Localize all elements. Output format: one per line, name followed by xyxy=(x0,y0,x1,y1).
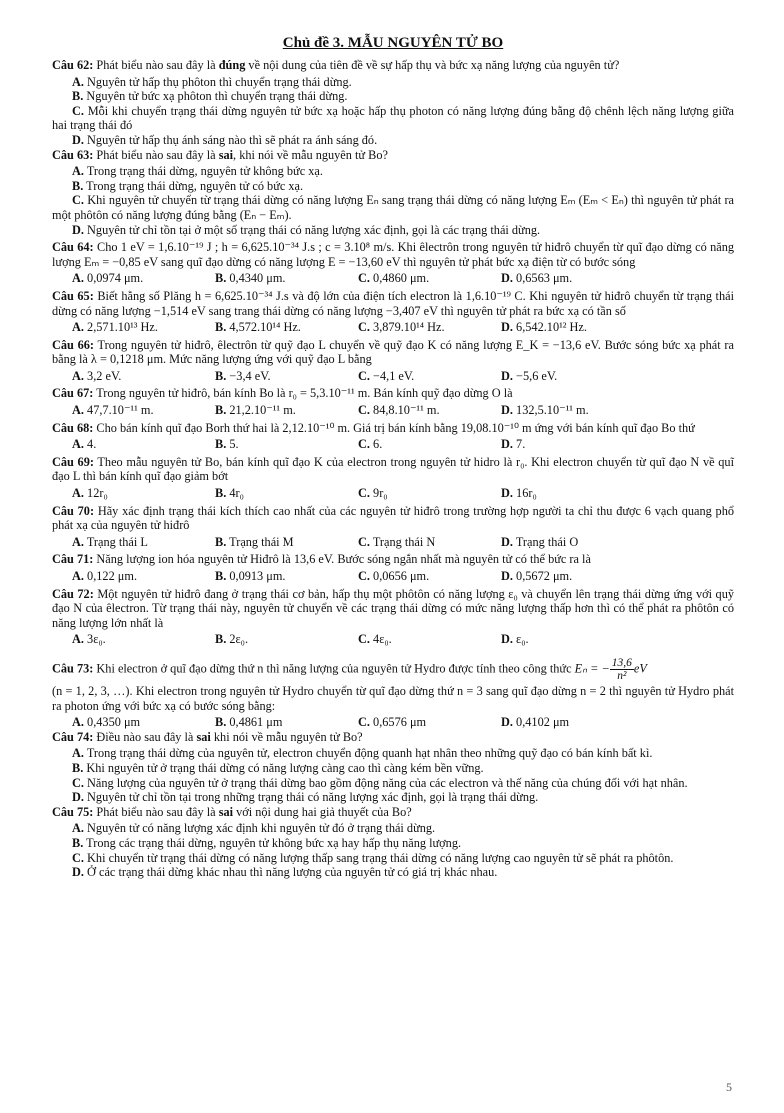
option-74-c: C. Năng lượng của nguyên tử ở trạng thái dừng bao gồm động năng của các electron và thế năng của chúng đối với hạt nhân. xyxy=(72,775,688,790)
option-65-b: B. 4,572.10¹⁴ Hz. xyxy=(215,320,301,335)
question-75: Câu 75: Phát biểu nào sau đây là sai với nội dung hai giả thuyết của Bo? xyxy=(52,804,412,819)
option-73-c: C. 0,6576 μm xyxy=(358,715,427,730)
option-68-c: C. 6. xyxy=(358,437,383,452)
option-64-b: B. 0,4340 μm. xyxy=(215,271,286,286)
question-70: Câu 70: Hãy xác định trạng thái kích thích cao nhất của các nguyên tử hiđrô trong trường hợp người ta chỉ thu được 6 vạch quang phổ phát xạ của nguyên tử hiđrô xyxy=(52,503,734,533)
option-64-c: C. 0,4860 μm. xyxy=(358,271,430,286)
question-73: Câu 73: Khi electron ở quĩ đạo dừng thứ n thì năng lượng của nguyên tử Hydro được tính theo công thức Eₙ = − $\frac{13,6}{\text{n²}}$ eV xyxy=(52,656,647,682)
question-72: Câu 72: Một nguyên tử hiđrô đang ở trạng thái cơ bản, hấp thụ một phôtôn có năng lượng ε₀ và chuyển lên trạng thái dừng ứng với quỹ đạo N của êlectron. Từ trạng thái này, nguyên tử chuyển về các trạng thái dừng có mức năng lượng thấp hơn thì có thể phát ra phôtôn có năng lượng lớn nhất là xyxy=(52,586,735,630)
question-71: Câu 71: Năng lượng ion hóa nguyên tử Hiđrô là 13,6 eV. Bước sóng ngắn nhất mà nguyên tử có thể bức ra là xyxy=(52,552,591,567)
option-75-a: A. Nguyên tử có năng lượng xác định khi nguyên tử đó ở trạng thái dừng. xyxy=(72,821,436,836)
option-67-c: C. 84,8.10⁻¹¹ m. xyxy=(358,403,440,418)
question-64: Câu 64: Cho 1 eV = 1,6.10⁻¹⁹ J ; h = 6,625.10⁻³⁴ J.s ; c = 3.10⁸ m/s. Khi êlectrôn trong nguyên tử hiđrô chuyển từ quĩ đạo dừng có năng lượng Eₘ = −0,85 eV sang quĩ đạo dừng có năng lượng E = −13,60 eV thì nguyên tử phát bức xạ điện từ có bước sóng xyxy=(52,240,734,269)
options-71 xyxy=(52,569,734,584)
formula-lhs: Eₙ = − xyxy=(574,661,610,676)
option-74-a: A. Trong trạng thái dừng của nguyên tử, electron chuyển động quanh hạt nhân theo những quỹ đạo có bán kính bất kì. xyxy=(72,746,653,761)
option-67-a: A. 47,7.10⁻¹¹ m. xyxy=(72,403,154,418)
option-63-a: A. Trong trạng thái dừng, nguyên tử không bức xạ. xyxy=(72,164,323,179)
option-70-a: A. Trạng thái L xyxy=(72,534,148,549)
options-69 xyxy=(52,486,734,501)
option-68-d: D. 7. xyxy=(501,437,526,452)
option-73-a: A. 0,4350 μm xyxy=(72,715,141,730)
options-64 xyxy=(52,271,734,286)
option-67-b: B. 21,2.10⁻¹¹ m. xyxy=(215,403,296,418)
option-62-a: A. Nguyên tử hấp thụ phôton thì chuyển trạng thái dừng. xyxy=(72,74,352,89)
option-74-d: D. Nguyên tử chỉ tồn tại trong những trạng thái có năng lượng xác định, gọi là trạng thái dừng. xyxy=(72,790,539,805)
option-75-c: C. Khi chuyển từ trạng thái dừng có năng lượng thấp sang trạng thái dừng có năng lượng cao nguyên tử sẽ phát ra phôtôn. xyxy=(72,850,674,865)
option-65-c: C. 3,879.10¹⁴ Hz. xyxy=(358,320,445,335)
options-65 xyxy=(52,320,734,335)
formula-unit: eV xyxy=(633,661,647,676)
question-67: Câu 67: Trong nguyên tử hiđrô, bán kính Bo là r₀ = 5,3.10⁻¹¹ m. Bán kính quỹ đạo dừng O là xyxy=(52,386,513,401)
options-73 xyxy=(52,715,734,730)
option-70-d: D. Trạng thái O xyxy=(501,534,579,549)
option-66-a: A. 3,2 eV. xyxy=(72,368,122,383)
option-66-c: C. −4,1 eV. xyxy=(358,368,415,383)
option-68-a: A. 4. xyxy=(72,437,97,452)
option-69-b: B. 4r₀ xyxy=(215,486,244,501)
option-67-d: D. 132,5.10⁻¹¹ m. xyxy=(501,403,589,418)
question-66: Câu 66: Trong nguyên tử hiđrô, êlectrôn từ quỹ đạo L chuyển về quỹ đạo K có năng lượng E_K = −13,6 eV. Bước sóng bức xạ phát ra bằng là λ = 0,1218 μm. Mức năng lượng ứng với quỹ đạo L bằng xyxy=(52,337,734,367)
question-73-continued: (n = 1, 2, 3, …). Khi electron trong nguyên tử Hydro chuyển từ quĩ đạo dừng thứ n = 3 sang quĩ đạo dừng n = 2 thì nguyên tử Hydro phát ra photon ứng với bức xạ có bước sóng bằng: xyxy=(52,683,734,713)
option-69-d: D. 16r₀ xyxy=(501,486,537,501)
option-64-d: D. 0,6563 μm. xyxy=(501,271,573,286)
option-65-d: D. 6,542.10¹² Hz. xyxy=(501,320,587,335)
option-70-c: C. Trạng thái N xyxy=(358,534,436,549)
question-65: Câu 65: Biết hằng số Plăng h = 6,625.10⁻³⁴ J.s và độ lớn của điện tích electron là 1,6.10⁻¹⁹ C. Khi nguyên tử hiđrô chuyển từ trạng thái dừng có năng lượng −1,514 eV sang trang thái dừng có năng lượng −3,407 eV thì nguyên tử phát ra bức xạ có tần số xyxy=(52,288,734,318)
options-70 xyxy=(52,535,734,550)
options-68 xyxy=(52,437,734,452)
question-63: Câu 63: Phát biểu nào sau đây là sai, khi nói về mẫu nguyên tử Bo? xyxy=(52,147,388,162)
option-62-b: B. Nguyên tử bức xạ phôton thì chuyển trạng thái dừng. xyxy=(72,89,348,104)
option-74-b: B. Khi nguyên tử ở trạng thái dừng có năng lượng càng cao thì càng kém bền vững. xyxy=(72,760,484,775)
option-69-a: A. 12r₀ xyxy=(72,486,108,501)
option-72-d: D. ε₀. xyxy=(501,632,529,647)
option-71-a: A. 0,122 μm. xyxy=(72,569,138,583)
options-67 xyxy=(52,403,734,418)
option-66-d: D. −5,6 eV. xyxy=(501,368,558,383)
option-69-c: C. 9r₀ xyxy=(358,486,388,501)
option-73-d: D. 0,4102 μm xyxy=(501,715,570,730)
option-65-a: A. 2,571.10¹³ Hz. xyxy=(72,320,158,335)
option-71-d: D. 0,5672 μm. xyxy=(501,569,573,583)
document-page xyxy=(52,34,734,880)
option-75-b: B. Trong các trạng thái dừng, nguyên tử không bức xạ hay hấp thụ năng lượng. xyxy=(72,835,462,850)
question-68: Câu 68: Cho bán kính quĩ đạo Borh thứ hai là 2,12.10⁻¹⁰ m. Giá trị bán kính bằng 19,08.10⁻¹⁰ m ứng với bán kính quĩ đạo Bo thứ xyxy=(52,420,695,435)
option-63-b: B. Trong trạng thái dừng, nguyên tử có bức xạ. xyxy=(72,178,304,193)
option-71-c: C. 0,0656 μm. xyxy=(358,569,430,583)
option-72-b: B. 2ε₀. xyxy=(215,632,249,647)
page-number: 5 xyxy=(726,1080,732,1094)
formula-fraction: $\frac{13,6}{\text{n²}}$ xyxy=(611,656,632,682)
option-68-b: B. 5. xyxy=(215,437,239,452)
option-62-d: D. Nguyên tử hấp thụ ánh sáng nào thì sẽ phát ra ánh sáng đó. xyxy=(72,132,378,147)
option-75-d: D. Ở các trạng thái dừng khác nhau thì năng lượng của nguyên tử có giá trị khác nhau. xyxy=(72,865,498,880)
option-70-b: B. Trạng thái M xyxy=(215,534,294,549)
option-73-b: B. 0,4861 μm xyxy=(215,715,283,730)
option-66-b: B. −3,4 eV. xyxy=(215,368,271,383)
options-66 xyxy=(52,369,734,384)
option-72-a: A. 3ε₀. xyxy=(72,632,106,647)
option-72-c: C. 4ε₀. xyxy=(358,632,392,647)
page-title: Chủ đề 3. MẪU NGUYÊN TỬ BO xyxy=(282,35,504,51)
options-72 xyxy=(52,632,734,647)
question-74: Câu 74: Điều nào sau đây là sai khi nói về mẫu nguyên tử Bo? xyxy=(52,729,363,744)
question-62: Câu 62: Phát biểu nào sau đây là đúng về nội dung của tiên đề về sự hấp thụ và bức xạ năng lượng của nguyên tử? xyxy=(52,58,620,72)
question-69: Câu 69: Theo mẫu nguyên tử Bo, bán kính quĩ đạo K của electron trong nguyên tử hidro là r₀. Khi electron chuyển từ quĩ đạo N về quĩ đạo L thì bán kính quĩ đạo giảm bớt xyxy=(52,454,734,484)
option-64-a: A. 0,0974 μm. xyxy=(72,271,144,286)
option-62-c: C. Mỗi khi chuyển trạng thái dừng nguyên tử bức xạ hoặc hấp thụ photon có năng lượng đúng bằng độ chênh lệch năng lượng giữa hai trạng thái đó xyxy=(52,103,734,133)
option-71-b: B. 0,0913 μm. xyxy=(215,569,286,583)
option-63-d: D. Nguyên tử chỉ tồn tại ở một số trạng thái có năng lượng xác định, gọi là các trạng thái dừng. xyxy=(72,222,541,237)
option-63-c: C. Khi nguyên tử chuyển từ trạng thái dừng có năng lượng Eₙ sang trạng thái dừng có năng lượng Eₘ (Eₘ < Eₙ) thì nguyên tử phát ra một phôtôn có năng lượng đúng bằng (Eₙ − Eₘ). xyxy=(52,193,734,222)
